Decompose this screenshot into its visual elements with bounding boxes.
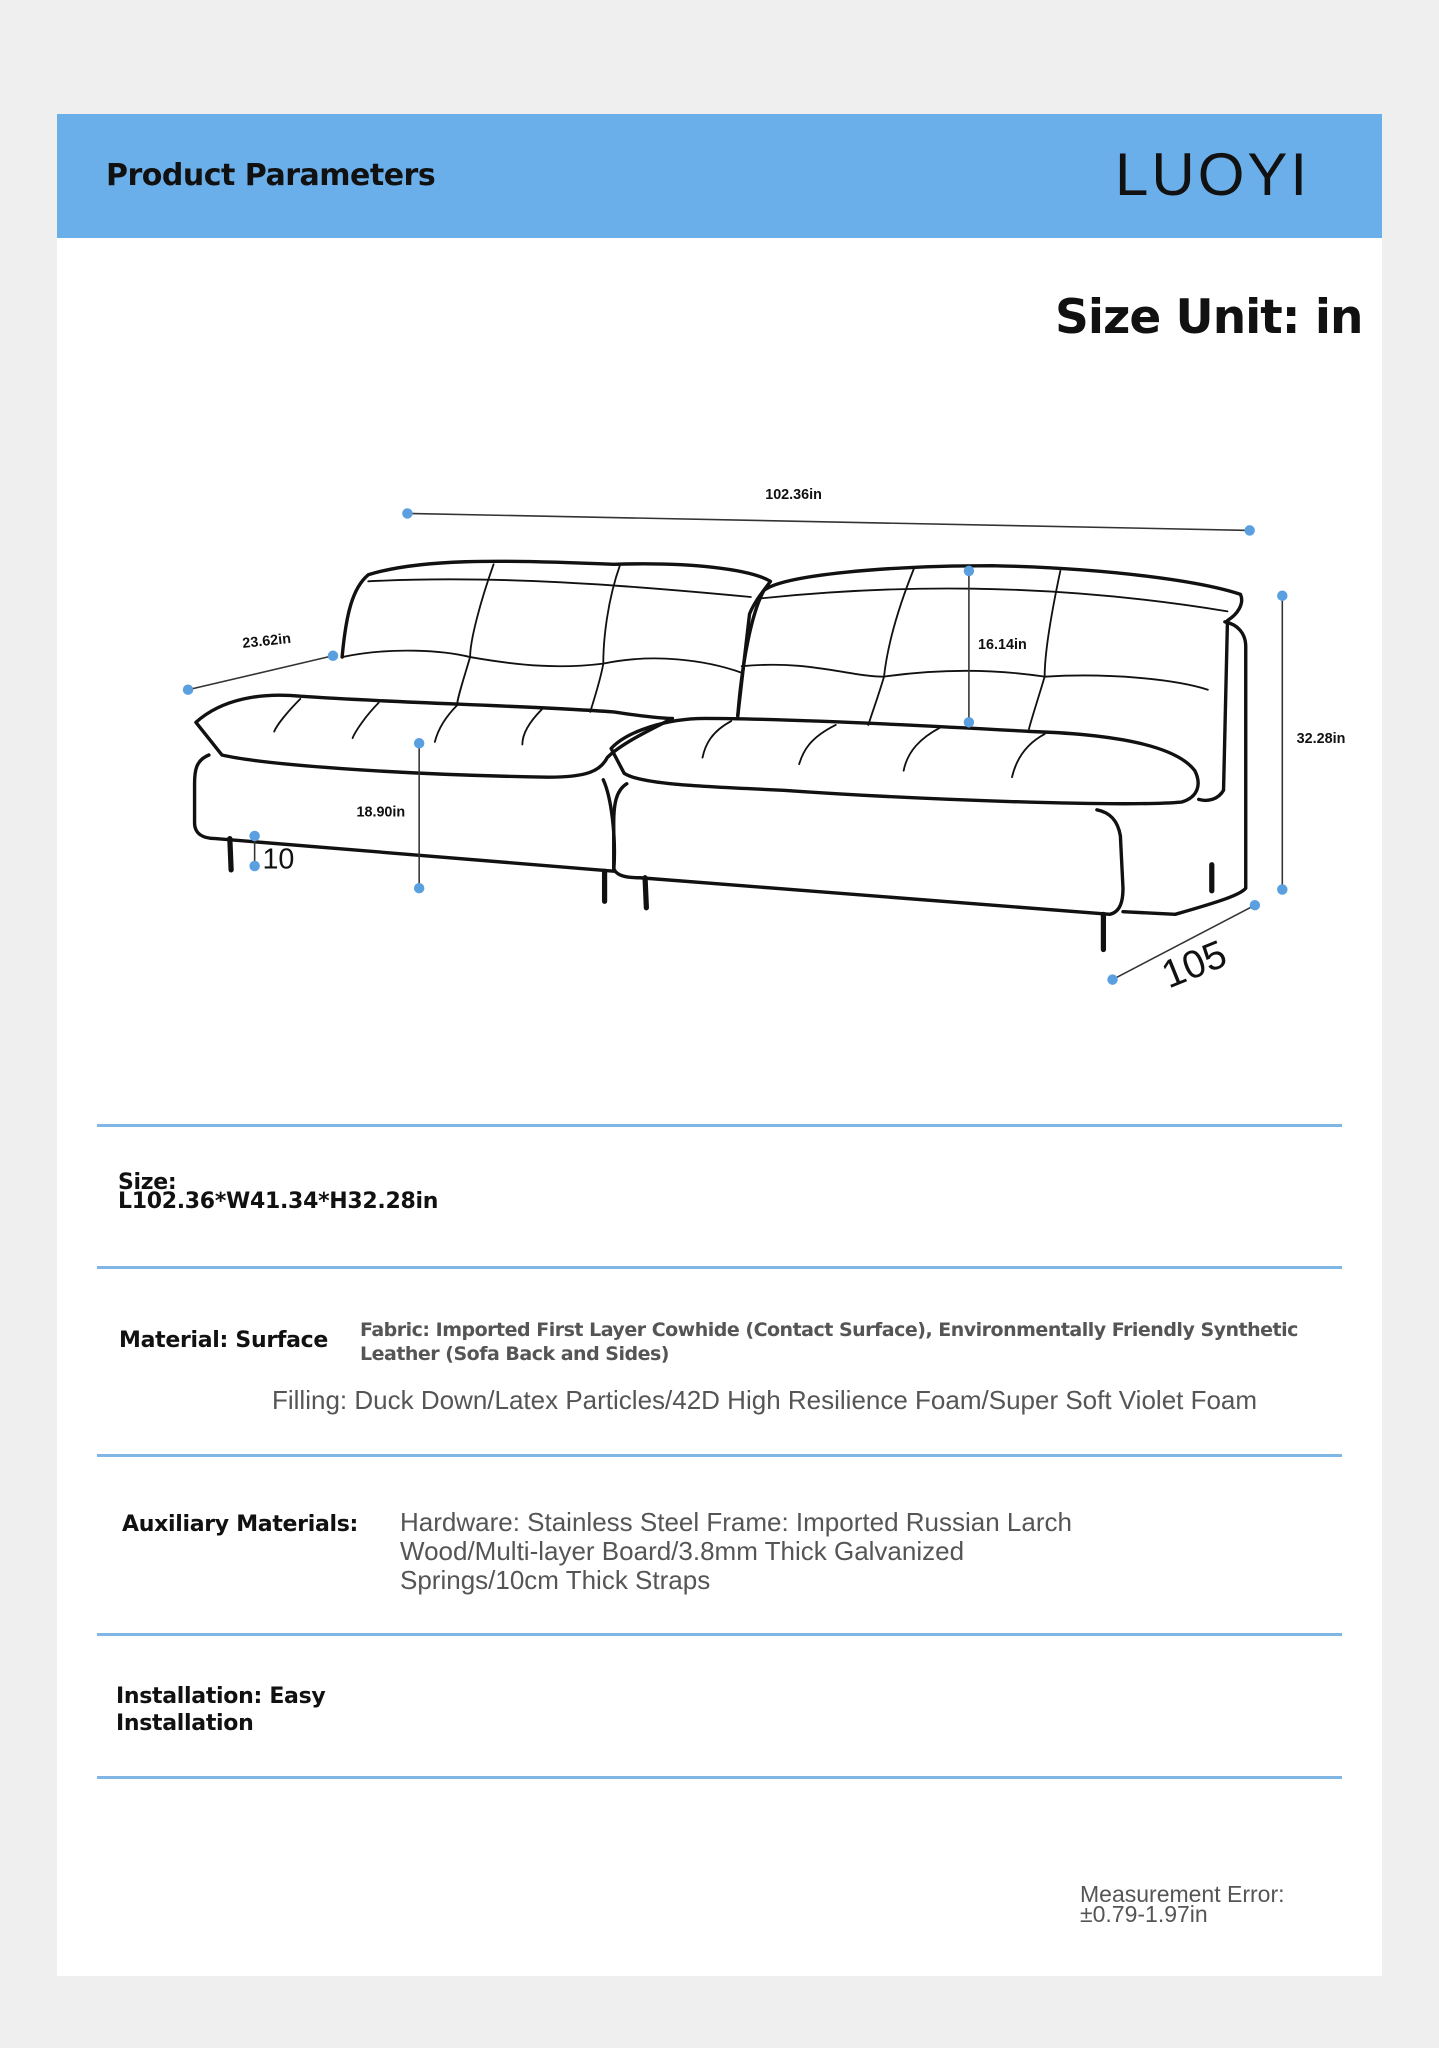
divider	[97, 1124, 1342, 1127]
installation-text: Installation: Easy Installation	[116, 1684, 326, 1736]
filling-text: Filling: Duck Down/Latex Particles/42D High Resilience Foam/Super Soft Violet Foam	[272, 1385, 1258, 1415]
auxiliary-label: Auxiliary Materials:	[122, 1512, 359, 1537]
label-depth: 105	[1155, 932, 1233, 998]
page-title: Product Parameters	[106, 158, 436, 193]
hardware-text: Hardware: Stainless Steel Frame: Imported Russian Larch Wood/Multi-layer Board/3.8mm Thick Galvanized Springs/10cm Thick Straps	[400, 1507, 1072, 1595]
divider	[97, 1266, 1342, 1269]
measurement-error: Measurement Error: ±0.79-1.97in	[1080, 1881, 1285, 1927]
size-label: Size:	[118, 1170, 177, 1195]
size-unit: Size Unit: in	[1055, 290, 1363, 345]
label-leg-height: 10	[262, 843, 295, 876]
divider	[97, 1776, 1342, 1779]
dimension-line-length	[407, 513, 1249, 530]
sofa-outline	[195, 561, 1246, 949]
dimension-dots	[183, 508, 1288, 985]
size-value: L102.36*W41.34*H32.28in	[118, 1189, 439, 1214]
label-seat-height: 18.90in	[356, 804, 406, 821]
label-arm-depth: 23.62in	[241, 630, 292, 652]
dimension-line-arm	[188, 656, 333, 690]
material-label: Material: Surface	[119, 1328, 329, 1353]
divider	[97, 1454, 1342, 1457]
label-total-height: 32.28in	[1296, 731, 1346, 748]
fabric-text: Fabric: Imported First Layer Cowhide (Contact Surface), Environmentally Friendly Synthetic Leather (Sofa Back and Sides)	[360, 1319, 1298, 1365]
divider	[97, 1633, 1342, 1636]
label-back-height: 16.14in	[978, 637, 1027, 654]
brand-logo: LUOYI	[1115, 141, 1311, 208]
label-length: 102.36in	[765, 487, 822, 504]
